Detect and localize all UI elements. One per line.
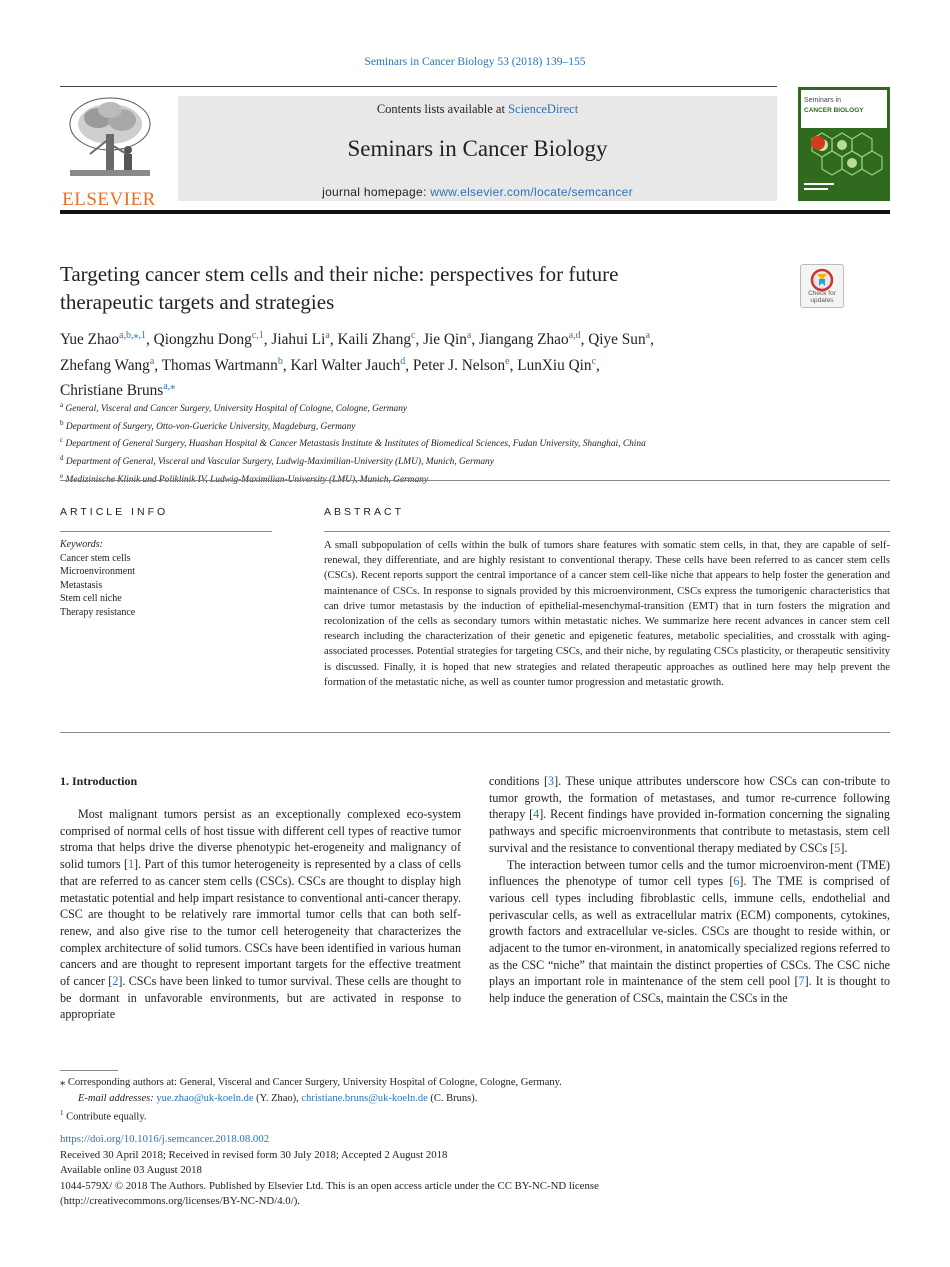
text-span: ]. <box>840 840 848 855</box>
footnote-rule <box>60 1070 118 1071</box>
email-link-zhao[interactable]: yue.zhao@uk-koeln.de <box>156 1092 254 1104</box>
sciencedirect-link[interactable]: ScienceDirect <box>508 102 579 116</box>
author-affiliation-mark[interactable]: c <box>591 355 597 367</box>
author-affiliation-mark[interactable]: d <box>400 355 406 367</box>
cover-title-main: CANCER BIOLOGY <box>804 107 864 114</box>
text-span: Most malignant tumors persist as an exceptionally complexed eco-system comprised of normal cells of host tissue with different cell types of reactive tumor stroma that helps drive the diverse phenotypic het-erogeneity and malignancy of solid tumors [ <box>60 807 461 872</box>
text-span: ]. Recent findings have provided in-formation concerning the signaling pathways and specific microenvironments that contribute to metastasis, stem cell survival and the resistance to conventional therapy mediated by CSCs [ <box>489 807 890 855</box>
affiliation-item <box>60 417 890 435</box>
affiliation-text: General, Visceral and Cancer Surgery, University Hospital of Cologne, Cologne, Germany <box>65 404 408 415</box>
author-separator: , <box>154 356 162 374</box>
author-name[interactable]: Jie Qin <box>423 331 467 349</box>
author-separator: , <box>650 331 654 349</box>
author-name[interactable]: Christiane Bruns <box>60 382 164 400</box>
elsevier-tree-icon <box>60 94 158 182</box>
text-span: ]. Part of this tumor heterogeneity is represented by a class of cells that are referred to as cancer stem cells (CSCs). CSCs are thought to display high metastatic potential and help impart resistance to conventional anti-cancer therapy. CSC are thought to be relatively rare immortal tumor cells that can both self-renew, and also give rise to the tumor cell heterogeneity that characterizes the complex architecture of solid tumors. CSCs have been identified in various human cancers and are thought to represent important targets for the effective treatment of cancer [ <box>60 857 461 989</box>
affiliation-item <box>60 434 890 452</box>
footnote-mark: 1 <box>60 1109 64 1117</box>
citation-link[interactable]: 7 <box>798 974 805 989</box>
author-name[interactable]: Qiye Sun <box>588 331 646 349</box>
author-list <box>60 325 890 402</box>
email-link-bruns[interactable]: christiane.bruns@uk-koeln.de <box>301 1092 428 1104</box>
received-dates: Received 30 April 2018; Received in revised form 30 July 2018; Accepted 2 August 2018 <box>60 1148 448 1161</box>
author-affiliation-mark[interactable]: c <box>411 330 416 341</box>
author-affiliation-mark[interactable]: a,⁎ <box>163 381 176 393</box>
text-span: ]. CSCs have been linked to tumor survival. These cells are thought to be dormant in unfavorable environments, but are activated in response to appropriate <box>60 974 461 1022</box>
abstract-text: A small subpopulation of cells within the bulk of tumors share features with somatic stem cells, in that, they are capable of self-renewal, they differentiate, and are highly resistant to conventional therapy. These cells have been referred to as cancer stem cells (CSCs). Recent reports support the central importance of a cancer stem cell-like niche that appears to help foster the generation and maintenance of CSCs. In response to signals provided by this microenvironment, CSCs express the tumorigenic characteristics that can drive tumor metastasis by the induction of epithelial-mesenchymal-transition (EMT) that in turn fosters the migration and recolonization of the cells as secondary tumors within metastatic niches. We summarize here recent advances in cancer stem cell research including the characterization of their genetic and epigenetic features, metabolic specialities, and crosstalk with aging-associated processes. Potential strategies for targeting CSCs, and their niche, by regulating CSCs plasticity, or therapeutic sensitivity is discussed. Finally, it is hoped that new strategies and related therapeutic approaches as outlined here may help prevent the formation of the metastatic niche, as well as counter tumor progression and metastatic growth. <box>324 540 890 688</box>
keyword-item: Therapy resistance <box>60 606 136 618</box>
affiliation-mark: c <box>60 436 64 445</box>
citation-link[interactable]: 2 <box>112 974 119 989</box>
affiliation-text: Department of General Surgery, Huashan Hospital & Cancer Metastasis Institute & Institutes of Biomedical Sciences, Fudan University, Shanghai, China <box>65 439 646 450</box>
author-separator: , <box>282 356 291 374</box>
author-affiliation-mark[interactable]: a <box>645 330 651 341</box>
intro-paragraph-2 <box>489 857 890 1007</box>
author-affiliation-mark[interactable]: e <box>505 355 510 367</box>
citation-link[interactable]: 6 <box>733 874 740 889</box>
keywords-list <box>60 552 272 620</box>
citation-link[interactable]: 5 <box>834 840 841 855</box>
divider <box>60 480 890 481</box>
publisher-logo-text: ELSEVIER <box>62 189 156 210</box>
author-separator: , <box>596 356 600 374</box>
affiliation-text: Department of Surgery, Otto-von-Guericke University, Magdeburg, Germany <box>65 421 356 432</box>
text-span: The interaction between tumor cells and the tumor microenviron-ment (TME) influences the phenotype of tumor cell types [ <box>489 857 890 889</box>
header-thick-rule <box>60 210 890 214</box>
keyword-item: Metastasis <box>60 579 103 591</box>
license-line-2: (http://creativecommons.org/licenses/BY-NC-ND/4.0/). <box>60 1195 300 1207</box>
keyword-item: Microenvironment <box>60 566 135 578</box>
cover-title-top: Seminars in <box>804 97 841 104</box>
citation-link[interactable]: 3 <box>548 774 555 788</box>
author-separator: , <box>509 356 518 374</box>
email-label: E-mail addresses: <box>78 1092 157 1104</box>
running-head[interactable]: Seminars in Cancer Biology 53 (2018) 139–155 <box>364 56 586 68</box>
body-column-left <box>60 806 461 1023</box>
abstract-heading: ABSTRACT <box>324 506 405 518</box>
author-affiliation-mark[interactable]: a,d <box>568 330 581 341</box>
article-meta <box>60 1132 890 1210</box>
email-who: (C. Bruns). <box>427 1092 478 1104</box>
email-who: (Y. Zhao), <box>253 1092 302 1104</box>
affiliation-item <box>60 470 890 488</box>
author-separator: , <box>329 331 338 349</box>
author-name[interactable]: Thomas Wartmann <box>161 356 278 374</box>
corresponding-author-note: ⁎ Corresponding authors at: General, Visceral and Cancer Surgery, University Hospital of Cologne, Cologne, Germany. <box>60 1077 562 1088</box>
text-span: ]. The TME is comprised of various cell types including fibroblastic cells, immune cells, endothelial and perivascular cells, as well as extracellular matrix (ECM) components, cytokines, growth factors and extracellular ve-sicles. CSCs are thought to reside within, or adjacent to the tumor en-vironment, in anatomically specialized regions referred to as the CSC “niche” that maintain the distinct properties of CSCs. The CSC niche plays an important role in maintenance of the stem cell pool [ <box>489 874 890 989</box>
elsevier-logo[interactable] <box>60 94 158 210</box>
citation-link[interactable]: 4 <box>533 807 540 822</box>
divider <box>324 531 890 532</box>
check-updates-label <box>801 290 843 304</box>
citation-link[interactable]: 1 <box>128 857 135 872</box>
author-affiliation-mark[interactable]: a <box>149 355 155 367</box>
homepage-prefix: journal homepage: <box>322 185 431 199</box>
journal-cover-image <box>798 87 890 201</box>
email-note <box>60 1091 890 1107</box>
author-separator: , <box>415 331 424 349</box>
article-info-heading: ARTICLE INFO <box>60 506 169 518</box>
check-for-updates-button[interactable] <box>800 264 844 308</box>
author-separator: , <box>405 356 413 374</box>
text-span: ]. It is thought to help induce the generation of CSCs, maintain the CSCs in the <box>489 974 890 1006</box>
affiliation-item <box>60 452 890 470</box>
article-title <box>60 260 760 316</box>
contribution-note <box>60 1106 890 1125</box>
author-name[interactable]: Zhefang Wang <box>60 356 150 374</box>
check-updates-line1: Check for <box>808 290 836 297</box>
doi-link[interactable]: https://doi.org/10.1016/j.semcancer.2018.08.002 <box>60 1133 270 1145</box>
author-separator: , <box>471 331 479 349</box>
affiliation-list <box>60 399 890 488</box>
check-updates-icon <box>810 268 834 292</box>
author-name[interactable]: Yue Zhao <box>60 331 120 349</box>
license-line-1: 1044-579X/ © 2018 The Authors. Published by Elsevier Ltd. This is an open access article under the CC BY-NC-ND license <box>60 1179 599 1192</box>
author-separator: , <box>263 331 272 349</box>
keywords-block <box>60 538 272 620</box>
available-online: Available online 03 August 2018 <box>60 1164 202 1176</box>
homepage-link[interactable]: www.elsevier.com/locate/semcancer <box>430 185 633 199</box>
author-separator: , <box>580 331 589 349</box>
check-updates-line2: updates <box>810 297 834 304</box>
affiliation-text: Medizinische Klinik und Poliklinik IV, Ludwig-Maximilian-University (LMU), Munich, Germany <box>65 475 428 485</box>
homepage-line <box>178 185 777 199</box>
footnotes <box>60 1075 890 1125</box>
intro-paragraph-1 <box>60 806 461 1023</box>
author-name[interactable]: Kaili Zhang <box>337 331 411 349</box>
title-line-2: therapeutic targets and strategies <box>60 290 335 314</box>
journal-header <box>178 96 777 201</box>
title-line-1: Targeting cancer stem cells and their niche: perspectives for future <box>60 262 619 286</box>
contribution-text: Contribute equally. <box>63 1111 147 1123</box>
keywords-heading: Keywords: <box>60 539 103 550</box>
author-separator: , <box>146 331 154 349</box>
author-affiliation-mark[interactable]: a,b,⁎,1 <box>119 330 146 341</box>
affiliation-mark: b <box>60 418 64 427</box>
keyword-item: Stem cell niche <box>60 593 122 605</box>
introduction-heading: 1. Introduction <box>60 774 138 788</box>
contents-line <box>178 102 777 117</box>
affiliation-item <box>60 399 890 417</box>
author-affiliation-mark[interactable]: b <box>277 355 283 367</box>
text-span: conditions [ <box>489 774 549 788</box>
author-name[interactable]: LunXiu Qin <box>517 356 592 374</box>
affiliation-mark: d <box>60 454 64 463</box>
journal-title: Seminars in Cancer Biology <box>347 136 608 161</box>
contents-prefix: Contents lists available at <box>376 102 509 116</box>
divider <box>60 531 272 532</box>
author-name[interactable]: Peter J. Nelson <box>412 356 506 374</box>
affiliation-mark: a <box>60 401 64 409</box>
author-affiliation-mark[interactable]: a <box>466 330 472 341</box>
intro-paragraph-1-cont <box>489 773 890 857</box>
body-column-right <box>489 773 890 1007</box>
author-name[interactable]: Karl Walter Jauch <box>290 356 401 374</box>
author-name[interactable]: Qiongzhu Dong <box>153 331 252 349</box>
author-name[interactable]: Jiangang Zhao <box>478 331 569 349</box>
journal-cover[interactable] <box>798 87 890 201</box>
keyword-item: Cancer stem cells <box>60 552 131 564</box>
affiliation-mark: e <box>60 471 64 480</box>
text-span: ]. These unique attributes underscore how CSCs can con-tribute to tumor growth, the formation of metastases, and tumor re-currence following therapy [ <box>489 774 890 822</box>
author-affiliation-mark[interactable]: a <box>325 330 330 341</box>
author-affiliation-mark[interactable]: c,1 <box>251 330 264 341</box>
divider <box>60 732 890 733</box>
affiliation-text: Department of General, Visceral und Vascular Surgery, Ludwig-Maximilian-University (LMU), Munich, Germany <box>65 457 494 468</box>
author-name[interactable]: Jiahui Li <box>271 331 326 349</box>
header-rule <box>60 86 777 87</box>
